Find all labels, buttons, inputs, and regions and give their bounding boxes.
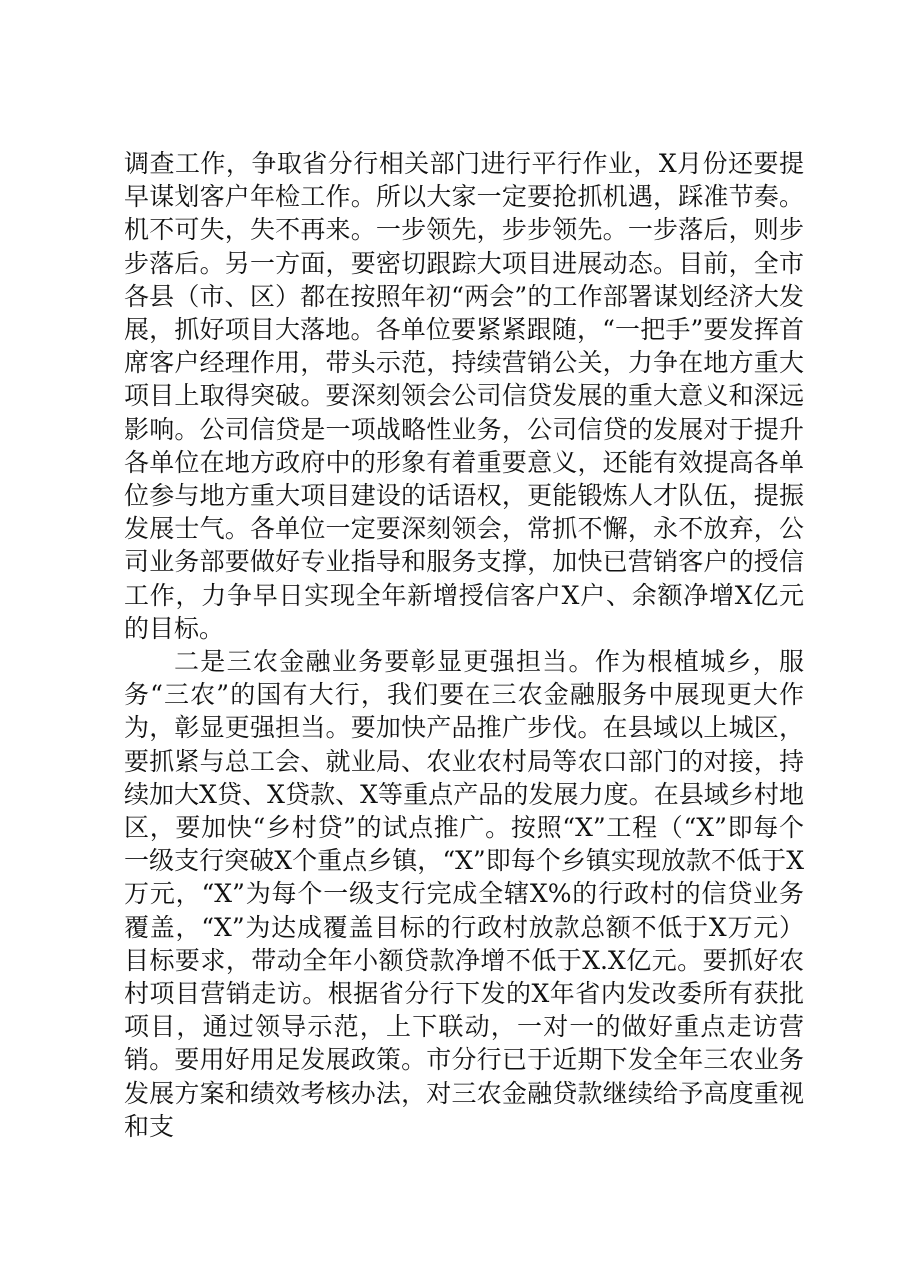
paragraph-continuation: 调查工作，争取省分行相关部门进行平行作业，X月份还要提早谋划客户年检工作。所以大家一定要抢抓机遇，踩准节奏。机不可失，失不再来。一步领先，步步领先。一步落后，则步步落后。另一方面，要密切跟踪大项目进展动态。目前，全市各县（市、区）都在按照年初“两会”的工作部署谋划经济大发展，抓好项目大落地。各单位要紧紧跟随，“一把手”要发挥首席客户经理作用，带头示范，持续营销公关，力争在地方重大项目上取得突破。要深刻领会公司信贷发展的重大意义和深远影响。公司信贷是一项战略性业务，公司信贷的发展对于提升各单位在地方政府中的形象有着重要意义，还能有效提高各单位参与地方重大项目建设的话语权，更能锻炼人才队伍，提振发展士气。各单位一定要深刻领会，常抓不懈，永不放弃，公司业务部要做好专业指导和服务支撑，加快已营销客户的授信工作，力争早日实现全年新增授信客户X户、余额净增X亿元的目标。: [124, 149, 804, 643]
document-body: [124, 147, 804, 1143]
paragraph-sannong-finance: 二是三农金融业务要彰显更强担当。作为根植城乡，服务“三农”的国有大行，我们要在三农金融服务中展现更大作为，彰显更强担当。要加快产品推广步伐。在县域以上城区，要抓紧与总工会、就业局、农业农村局等农口部门的对接，持续加大X贷、X贷款、X等重点产品的发展力度。在县域乡村地区，要加快“乡村贷”的试点推广。按照“X”工程（“X”即每个一级支行突破X个重点乡镇，“X”即每个乡镇实现放款不低于X万元，“X”为每个一级支行完成全辖X%的行政村的信贷业务覆盖，“X”为达成覆盖目标的行政村放款总额不低于X万元）目标要求，带动全年小额贷款净增不低于X.X亿元。要抓好农村项目营销走访。根据省分行下发的X年省内发改委所有获批项目，通过领导示范，上下联动，一对一的做好重点走访营销。要用好用足发展政策。市分行已于近期下发全年三农业务发展方案和绩效考核办法，对三农金融贷款继续给予高度重视和支: [124, 647, 804, 1141]
